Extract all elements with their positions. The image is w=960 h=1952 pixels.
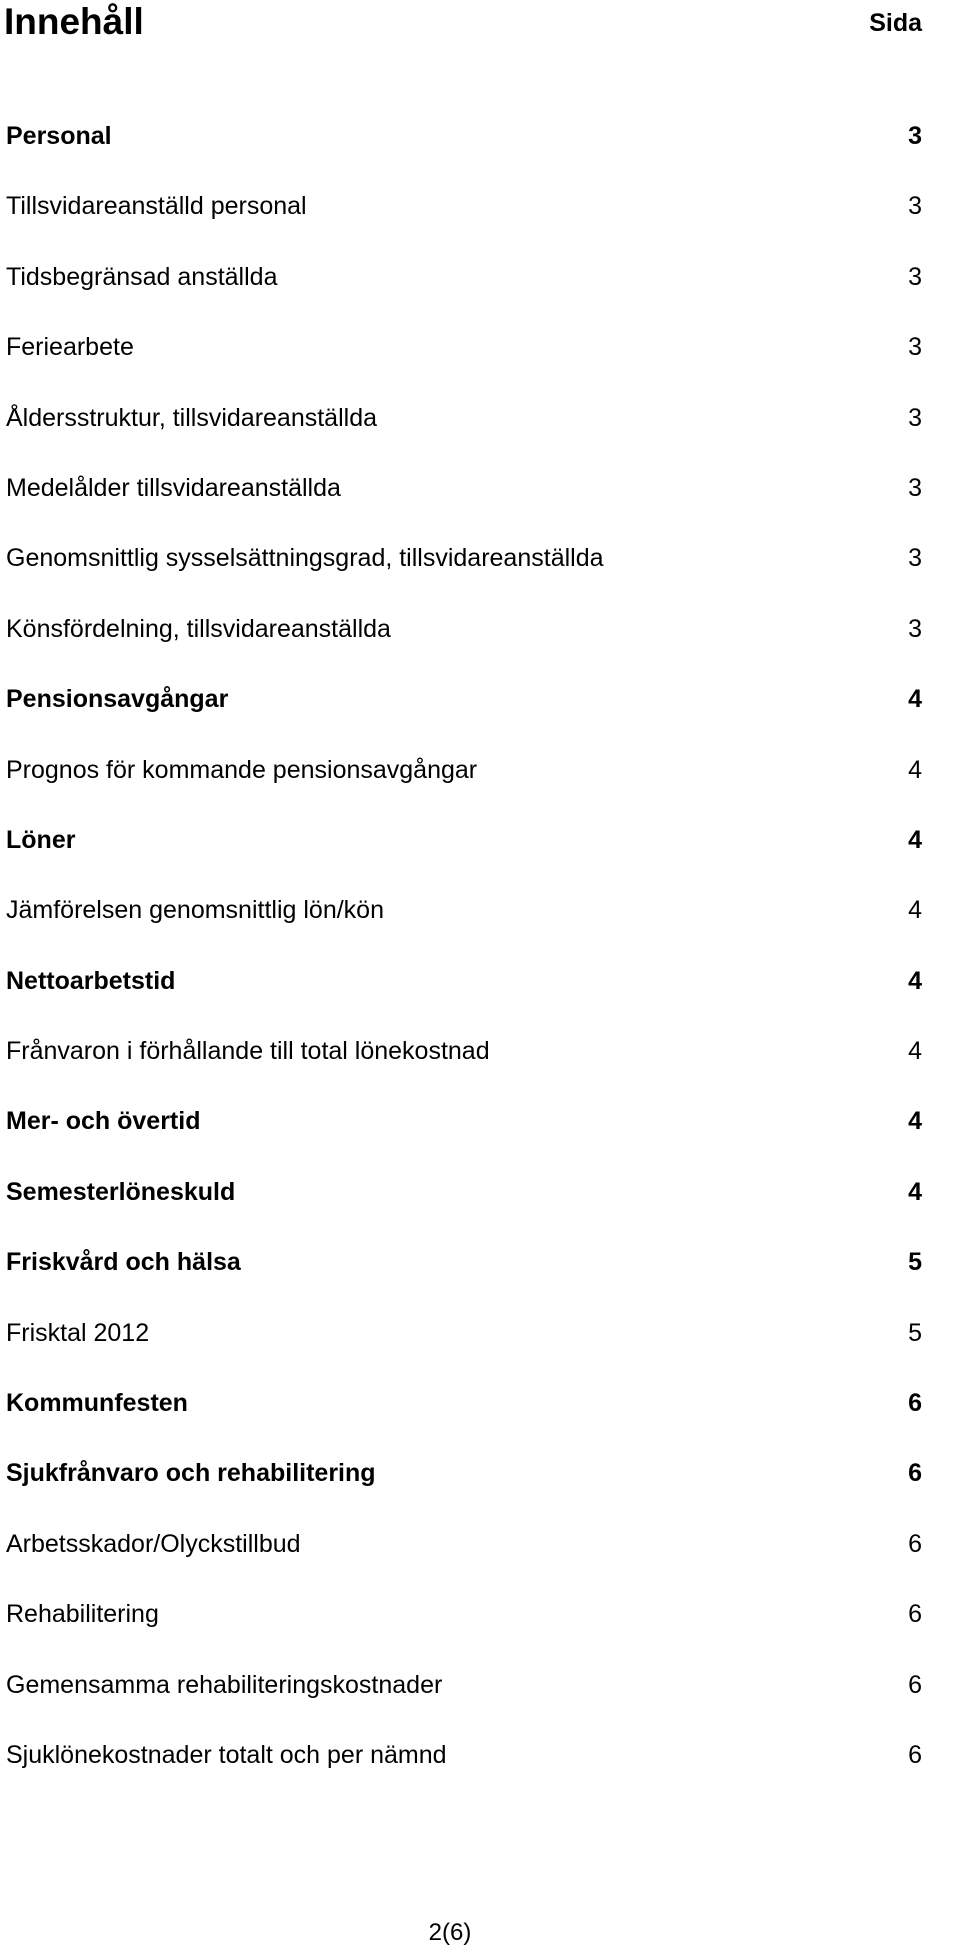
toc-entry-label: Sjuklönekostnader totalt och per nämnd	[6, 1740, 447, 1769]
toc-entry-page-number: 3	[908, 544, 922, 573]
toc-section-entry[interactable]	[6, 962, 922, 1032]
toc-entry-page-number: 6	[908, 1529, 922, 1558]
toc-entry-label: Medelålder tillsvidareanställda	[6, 473, 341, 502]
toc-subsection-entry[interactable]	[6, 1595, 922, 1665]
toc-section-entry[interactable]	[6, 1173, 922, 1243]
toc-entry-page-number: 4	[908, 1177, 922, 1206]
toc-entry-page-number: 4	[908, 896, 922, 925]
toc-subsection-entry[interactable]	[6, 539, 922, 609]
toc-section-entry[interactable]	[6, 117, 922, 187]
toc-subsection-entry[interactable]	[6, 328, 922, 398]
toc-entry-page-number: 6	[908, 1670, 922, 1699]
toc-entry-label: Tillsvidareanställd personal	[6, 192, 307, 221]
toc-subsection-entry[interactable]	[6, 610, 922, 680]
toc-entry-page-number: 3	[908, 403, 922, 432]
toc-entry-label: Löner	[6, 825, 76, 854]
toc-entry-label: Feriearbete	[6, 333, 134, 362]
toc-entry-label: Könsfördelning, tillsvidareanställda	[6, 614, 391, 643]
toc-entry-label: Frisktal 2012	[6, 1318, 150, 1347]
toc-entry-label: Semesterlöneskuld	[6, 1177, 236, 1206]
toc-entry-page-number: 3	[908, 122, 922, 150]
toc-entry-page-number: 5	[908, 1318, 922, 1347]
toc-section-entry[interactable]	[6, 1454, 922, 1524]
toc-entry-page-number: 4	[908, 825, 922, 854]
toc-entry-label: Sjukfrånvaro och rehabilitering	[6, 1459, 376, 1488]
toc-entry-label: Tidsbegränsad anställda	[6, 262, 278, 291]
toc-entry-label: Kommunfesten	[6, 1389, 188, 1418]
toc-subsection-entry[interactable]	[6, 1525, 922, 1595]
toc-entry-page-number: 4	[908, 1037, 922, 1066]
toc-subsection-entry[interactable]	[6, 1314, 922, 1384]
toc-entry-page-number: 4	[908, 685, 922, 714]
toc-entry-page-number: 3	[908, 614, 922, 643]
toc-entry-page-number: 6	[908, 1740, 922, 1769]
toc-entry-page-number: 6	[908, 1389, 922, 1418]
toc-subsection-entry[interactable]	[6, 891, 922, 961]
toc-entry-label: Jämförelsen genomsnittlig lön/kön	[6, 896, 384, 925]
toc-subsection-entry[interactable]	[6, 1666, 922, 1736]
table-of-contents	[6, 117, 922, 1806]
page-column-header: Sida	[869, 9, 922, 37]
toc-subsection-entry[interactable]	[6, 469, 922, 539]
toc-entry-label: Friskvård och hälsa	[6, 1248, 241, 1277]
toc-section-entry[interactable]	[6, 1243, 922, 1313]
toc-entry-label: Arbetsskador/Olyckstillbud	[6, 1529, 301, 1558]
toc-entry-page-number: 3	[908, 192, 922, 221]
toc-entry-label: Frånvaron i förhållande till total lönekostnad	[6, 1037, 490, 1066]
toc-subsection-entry[interactable]	[6, 751, 922, 821]
toc-section-entry[interactable]	[6, 1102, 922, 1172]
toc-entry-page-number: 5	[908, 1248, 922, 1277]
toc-title: Innehåll	[4, 1, 144, 42]
toc-entry-page-number: 6	[908, 1600, 922, 1629]
toc-section-entry[interactable]	[6, 1384, 922, 1454]
toc-entry-label: Nettoarbetstid	[6, 966, 176, 995]
toc-subsection-entry[interactable]	[6, 258, 922, 328]
toc-section-entry[interactable]	[6, 680, 922, 750]
toc-subsection-entry[interactable]	[6, 187, 922, 257]
toc-subsection-entry[interactable]	[6, 399, 922, 469]
toc-entry-label: Pensionsavgångar	[6, 685, 229, 714]
toc-entry-label: Rehabilitering	[6, 1600, 159, 1629]
toc-subsection-entry[interactable]	[6, 1032, 922, 1102]
toc-entry-label: Mer- och övertid	[6, 1107, 201, 1136]
toc-entry-label: Gemensamma rehabiliteringskostnader	[6, 1670, 443, 1699]
toc-entry-page-number: 3	[908, 473, 922, 502]
toc-entry-label: Personal	[6, 122, 112, 150]
toc-entry-page-number: 4	[908, 1107, 922, 1136]
toc-subsection-entry[interactable]	[6, 1736, 922, 1806]
toc-section-entry[interactable]	[6, 821, 922, 891]
toc-entry-label: Prognos för kommande pensionsavgångar	[6, 755, 478, 784]
toc-entry-label: Genomsnittlig sysselsättningsgrad, tillsvidareanställda	[6, 544, 604, 573]
toc-entry-label: Åldersstruktur, tillsvidareanställda	[6, 403, 377, 432]
toc-entry-page-number: 3	[908, 262, 922, 291]
toc-entry-page-number: 6	[908, 1459, 922, 1488]
toc-entry-page-number: 4	[908, 966, 922, 995]
toc-entry-page-number: 3	[908, 333, 922, 362]
page-number: 2(6)	[428, 1919, 472, 1946]
toc-entry-page-number: 4	[908, 755, 922, 784]
